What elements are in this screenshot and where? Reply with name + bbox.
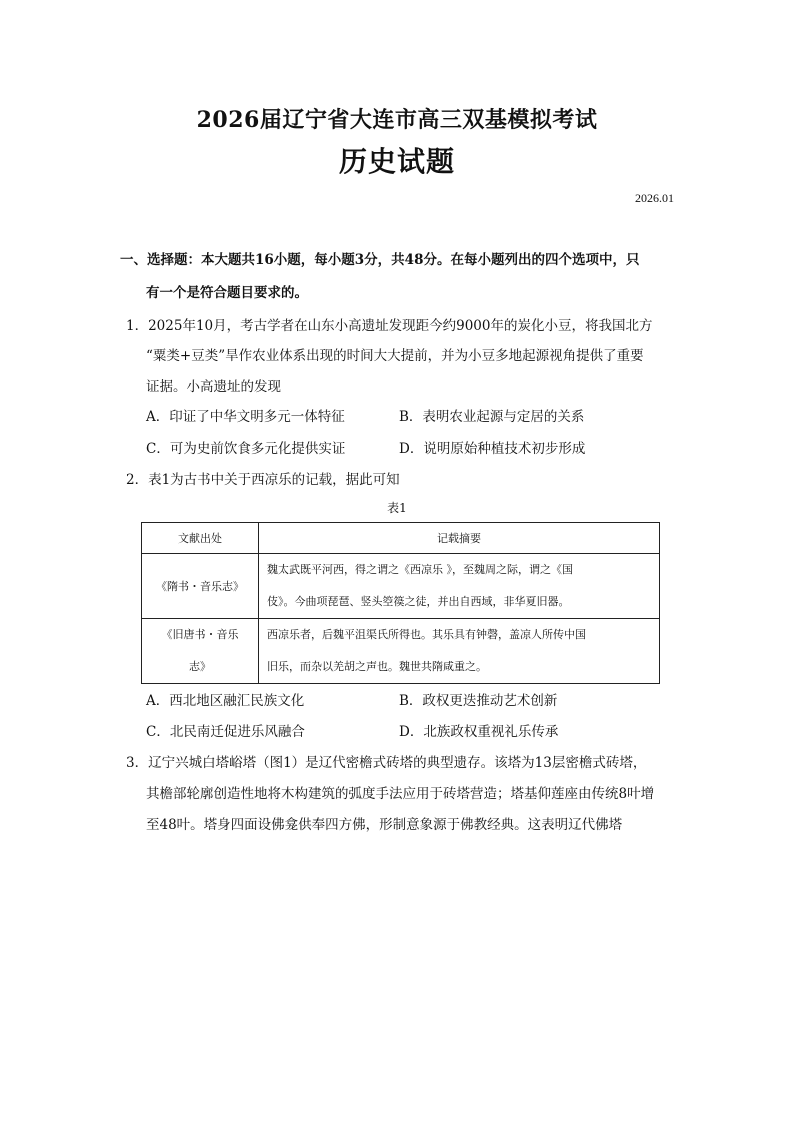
table-cell-content bbox=[259, 554, 660, 619]
table-cell-content-line: 魏太武既平河西，得之谓之《西凉乐 》，至魏周之际，谓之《国 bbox=[267, 563, 573, 576]
table-cell-content-line: 西凉乐者，后魏平沮渠氏所得也。其乐具有钟磬，盖凉人所传中国 bbox=[267, 628, 586, 641]
question-3-line2: 其檐部轮廓创造性地将木构建筑的弧度手法应用于砖塔营造；塔基仰莲座由传统8叶增 bbox=[146, 786, 655, 802]
question-1-line2: “粟类+豆类”旱作农业体系出现的时间大大提前，并为小豆多地起源视角提供了重要 bbox=[146, 348, 644, 364]
question-2-option-b: B．政权更迭推动艺术创新 bbox=[399, 693, 558, 709]
question-1-option-c: C．可为史前饮食多元化提供实证 bbox=[146, 441, 346, 457]
exam-date: 2026.01 bbox=[635, 191, 674, 205]
question-3-line3: 至48叶。塔身四面设佛龛供奉四方佛，形制意象源于佛教经典。这表明辽代佛塔 bbox=[146, 817, 623, 833]
table-row bbox=[142, 554, 660, 619]
question-2-option-d: D．北族政权重视礼乐传承 bbox=[399, 724, 559, 740]
table-cell-content-line: 伎》。今曲项琵琶、竖头箜篌之徒，并出自西域，非华夏旧器。 bbox=[267, 595, 570, 608]
table-header-row bbox=[142, 523, 660, 554]
table-row bbox=[142, 619, 660, 684]
question-1-option-d: D．说明原始种植技术初步形成 bbox=[399, 441, 586, 457]
section-heading-line2: 有一个是符合题目要求的。 bbox=[146, 285, 308, 301]
question-1-option-b: B．表明农业起源与定居的关系 bbox=[399, 409, 585, 425]
exam-title: 2026届辽宁省大连市高三双基模拟考试 bbox=[196, 107, 598, 133]
question-1-option-a: A．印证了中华文明多元一体特征 bbox=[146, 409, 345, 425]
question-1-line3: 证据。小高遗址的发现 bbox=[146, 379, 281, 395]
history-table bbox=[141, 522, 660, 684]
section-heading-line1: 一、选择题：本大题共16小题，每小题3分，共48分。在每小题列出的四个选项中，只 bbox=[120, 252, 640, 268]
question-1-line1: 1．2025年10月，考古学者在山东小高遗址发现距今约9000年的炭化小豆，将我国北方 bbox=[126, 318, 653, 334]
table-cell-content bbox=[259, 619, 660, 684]
subject-title: 历史试题 bbox=[338, 145, 455, 178]
table-header-content: 记载摘要 bbox=[259, 523, 660, 554]
table-cell-source-line: 《旧唐书・音乐 bbox=[161, 628, 239, 641]
question-2-stem: 2．表1为古书中关于西凉乐的记载，据此可知 bbox=[126, 472, 400, 488]
question-2-option-c: C．北民南迁促进乐风融合 bbox=[146, 724, 305, 740]
table-cell-source bbox=[142, 619, 259, 684]
table-caption: 表1 bbox=[387, 501, 407, 515]
table-header-source: 文献出处 bbox=[142, 523, 259, 554]
question-2-option-a: A．西北地区融汇民族文化 bbox=[146, 693, 305, 709]
table-cell-source-line: 志》 bbox=[189, 660, 211, 673]
question-3-line1: 3．辽宁兴城白塔峪塔（图1）是辽代密檐式砖塔的典型遗存。该塔为13层密檐式砖塔， bbox=[126, 755, 647, 771]
table-cell-content-line: 旧乐，而杂以羌胡之声也。魏世共隋咸重之。 bbox=[267, 660, 487, 673]
table-cell-source: 《隋书・音乐志》 bbox=[142, 554, 259, 619]
